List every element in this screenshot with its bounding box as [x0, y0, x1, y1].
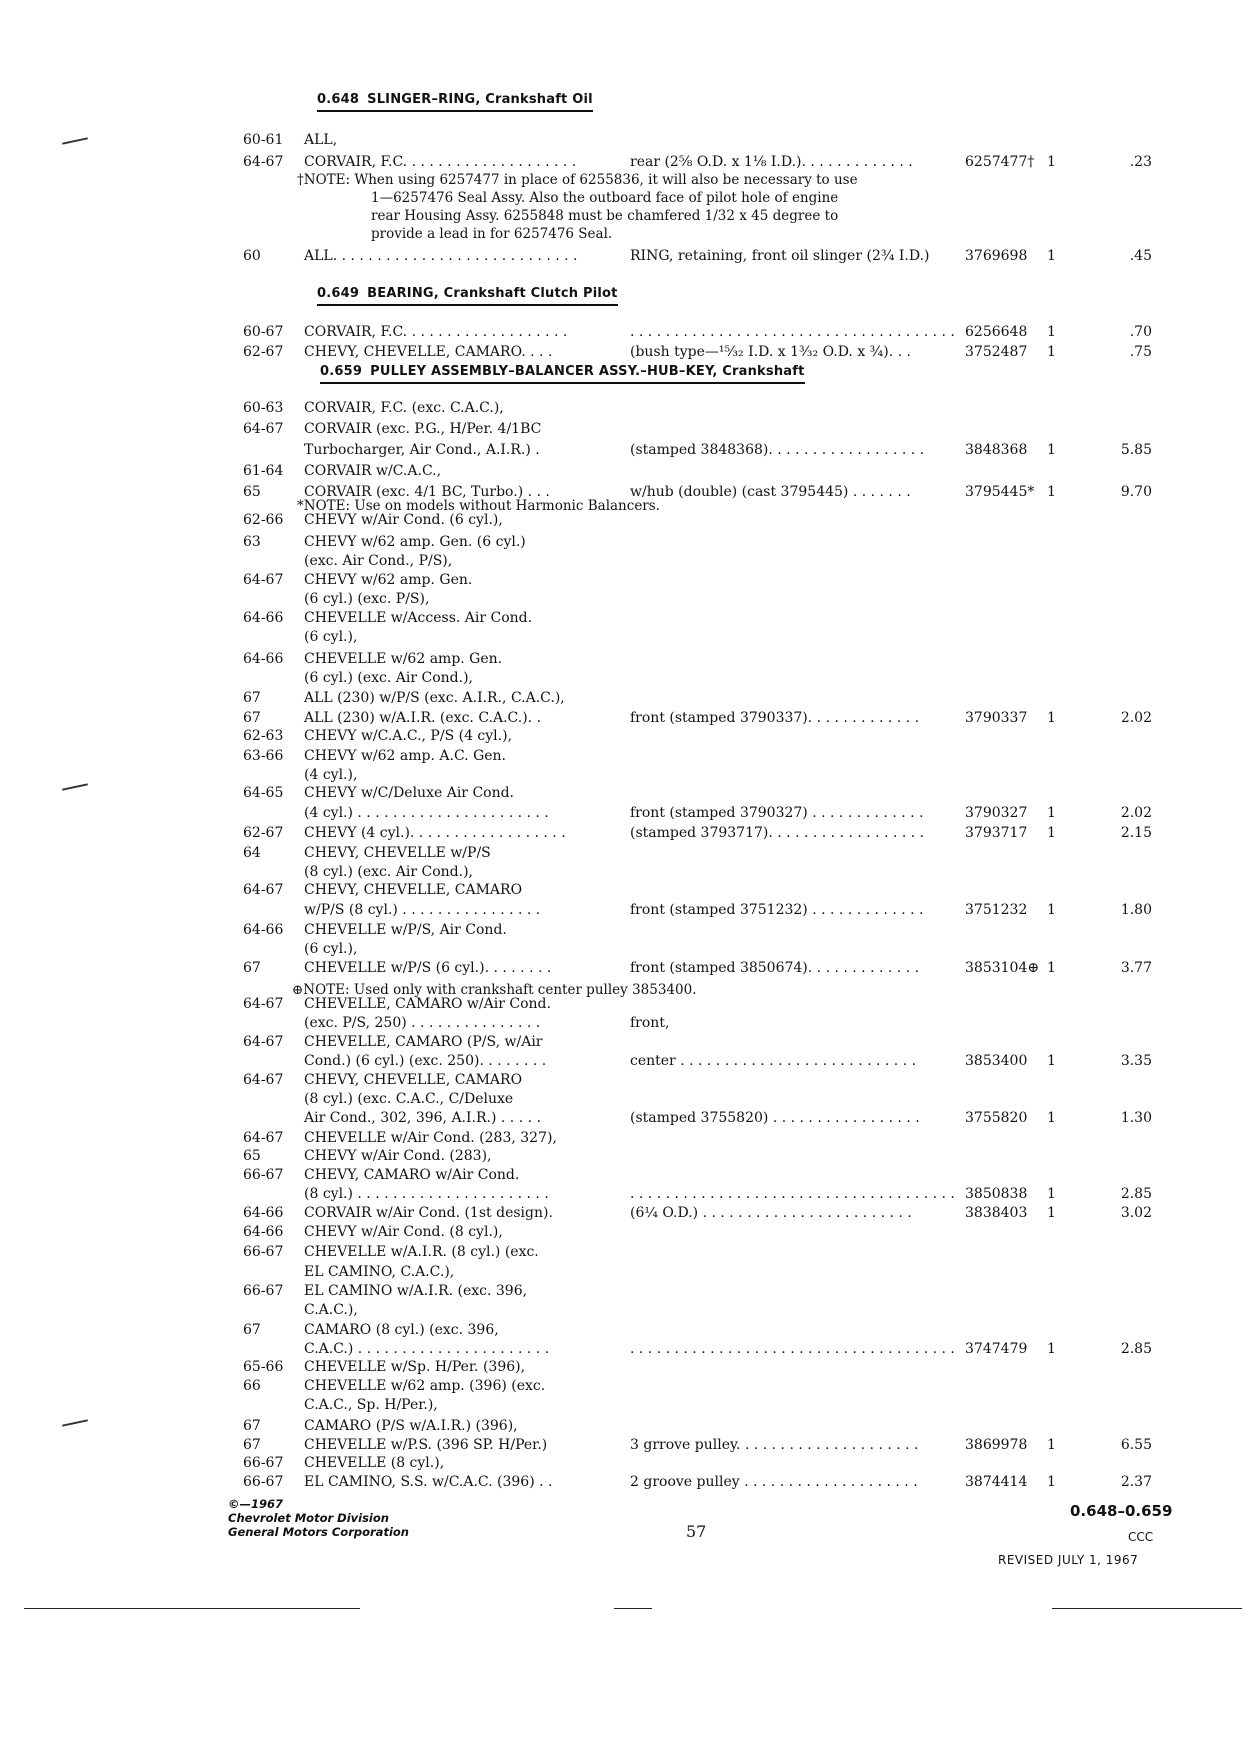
parts-row: [0, 668, 1248, 688]
part-number: 3747479: [965, 1341, 1028, 1357]
parts-row: [0, 880, 1248, 900]
application: CHEVY, CHEVELLE, CAMARO: [304, 1072, 523, 1088]
application: CHEVY w/Air Cond. (6 cyl.),: [304, 512, 503, 528]
application: CHEVELLE w/P/S (6 cyl.). . . . . . . .: [304, 960, 552, 976]
application: CHEVY w/62 amp. Gen.: [304, 572, 473, 588]
parts-row: [0, 1070, 1248, 1090]
part-description: rear (2⅝ O.D. x 1⅛ I.D.). . . . . . . . . . . . .: [630, 154, 913, 170]
parts-row: [0, 1262, 1248, 1282]
parts-row: [0, 783, 1248, 803]
part-number: 3790337: [965, 710, 1028, 726]
part-number: 3752487: [965, 344, 1028, 360]
part-number: 3755820: [965, 1110, 1028, 1126]
model-years: 64-67: [243, 1130, 284, 1146]
parts-row: [0, 1128, 1248, 1148]
part-description: w/hub (double) (cast 3795445) . . . . . . .: [630, 484, 911, 500]
parts-row: [0, 1242, 1248, 1262]
part-description: front,: [630, 1015, 670, 1031]
application: EL CAMINO, C.A.C.),: [304, 1264, 455, 1280]
application: CHEVY w/Air Cond. (283),: [304, 1148, 492, 1164]
model-years: 64-67: [243, 996, 284, 1012]
note-line: *NOTE: Use on models without Harmonic Balancers.: [297, 498, 660, 514]
section-number: 0.648: [317, 92, 360, 107]
bottom-rule: [614, 1608, 652, 1609]
parts-row: [0, 939, 1248, 959]
parts-row: [0, 958, 1248, 978]
division: Chevrolet Motor Division: [228, 1511, 389, 1525]
catalog-code: CCC: [1128, 1530, 1154, 1544]
note-dagger: [297, 171, 858, 243]
parts-row: [0, 1357, 1248, 1377]
list-price: .45: [1129, 248, 1152, 264]
model-years: 66: [243, 1378, 261, 1394]
application: CHEVELLE w/62 amp. Gen.: [304, 651, 503, 667]
application: CHEVY, CHEVELLE, CAMARO: [304, 882, 523, 898]
model-years: 66-67: [243, 1455, 284, 1471]
quantity: 1: [1047, 1437, 1056, 1453]
section-title: SLINGER–RING, Crankshaft Oil: [367, 92, 593, 107]
parts-row: [0, 649, 1248, 669]
parts-row: [0, 130, 1248, 150]
parts-row: [0, 1395, 1248, 1415]
note-line: †NOTE: When using 6257477 in place of 6255836, it will also be necessary to use: [297, 172, 858, 188]
parts-row: [0, 1165, 1248, 1185]
model-years: 60-61: [243, 132, 284, 148]
model-years: 67: [243, 710, 261, 726]
parts-row: [0, 1376, 1248, 1396]
model-years: 64-66: [243, 1205, 284, 1221]
application: CHEVELLE, CAMARO w/Air Cond.: [304, 996, 551, 1012]
section-range: 0.648–0.659: [1070, 1502, 1173, 1520]
parts-row: [0, 1051, 1248, 1071]
part-description: . . . . . . . . . . . . . . . . . . . . . . . . . . . . . . . . . . . . .: [630, 1186, 955, 1202]
section-header-0648: [317, 92, 593, 112]
quantity: 1: [1047, 1186, 1056, 1202]
parts-row: [0, 1416, 1248, 1436]
application: CHEVELLE w/Sp. H/Per. (396),: [304, 1359, 526, 1375]
application: CAMARO (P/S w/A.I.R.) (396),: [304, 1418, 518, 1434]
parts-row: [0, 1222, 1248, 1242]
model-years: 64-66: [243, 610, 284, 626]
model-years: 60-67: [243, 324, 284, 340]
page-number: 57: [686, 1522, 707, 1541]
model-years: 60: [243, 248, 261, 264]
application: (exc. P/S, 250) . . . . . . . . . . . . . . .: [304, 1015, 541, 1031]
quantity: 1: [1047, 344, 1056, 360]
parts-row: [0, 482, 1248, 502]
parts-row: [0, 551, 1248, 571]
application: (4 cyl.),: [304, 767, 358, 783]
part-description: (stamped 3755820) . . . . . . . . . . . . . . . . .: [630, 1110, 920, 1126]
parts-row: [0, 1472, 1248, 1492]
list-price: 3.35: [1120, 1053, 1152, 1069]
parts-row: [0, 322, 1248, 342]
application: C.A.C.) . . . . . . . . . . . . . . . . . . . . . .: [304, 1341, 550, 1357]
application: (6 cyl.),: [304, 629, 358, 645]
part-number: 3853400: [965, 1053, 1028, 1069]
part-number: 3769698: [965, 248, 1028, 264]
model-years: 63: [243, 534, 261, 550]
parts-row: [0, 440, 1248, 460]
model-years: 64-66: [243, 651, 284, 667]
part-description: front (stamped 3751232) . . . . . . . . . . . . .: [630, 902, 924, 918]
model-years: 64-67: [243, 572, 284, 588]
model-years: 66-67: [243, 1244, 284, 1260]
application: Air Cond., 302, 396, A.I.R.) . . . . .: [304, 1110, 541, 1126]
application: CHEVELLE w/P.S. (396 SP. H/Per.): [304, 1437, 548, 1453]
section-number: 0.659: [320, 364, 363, 379]
part-description: (6¼ O.D.) . . . . . . . . . . . . . . . . . . . . . . . .: [630, 1205, 912, 1221]
application: CHEVY w/C/Deluxe Air Cond.: [304, 785, 515, 801]
parts-row: [0, 246, 1248, 266]
model-years: 66-67: [243, 1167, 284, 1183]
application: CAMARO (8 cyl.) (exc. 396,: [304, 1322, 499, 1338]
application: CHEVELLE (8 cyl.),: [304, 1455, 445, 1471]
part-description: (bush type—¹⁵⁄₃₂ I.D. x 1³⁄₃₂ O.D. x ¾). . .: [630, 344, 911, 360]
model-years: 64-66: [243, 1224, 284, 1240]
bottom-rule: [1052, 1608, 1242, 1609]
model-years: 63-66: [243, 748, 284, 764]
model-years: 67: [243, 690, 261, 706]
quantity: 1: [1047, 1341, 1056, 1357]
part-description: center . . . . . . . . . . . . . . . . . . . . . . . . . . .: [630, 1053, 917, 1069]
model-years: 67: [243, 1322, 261, 1338]
application: (6 cyl.) (exc. P/S),: [304, 591, 430, 607]
application: CHEVY w/62 amp. Gen. (6 cyl.): [304, 534, 526, 550]
application: CORVAIR, F.C. . . . . . . . . . . . . . . . . . . .: [304, 154, 577, 170]
quantity: 1: [1047, 1205, 1056, 1221]
list-price: 3.77: [1120, 960, 1152, 976]
application: C.A.C., Sp. H/Per.),: [304, 1397, 438, 1413]
part-number: 3793717: [965, 825, 1028, 841]
quantity: 1: [1047, 902, 1056, 918]
part-number: 3795445*: [965, 484, 1035, 500]
copyright: ©—1967: [228, 1497, 284, 1511]
parts-row: [0, 570, 1248, 590]
quantity: 1: [1047, 710, 1056, 726]
part-description: 2 groove pulley . . . . . . . . . . . . . . . . . . . .: [630, 1474, 918, 1490]
note-line: provide a lead in for 6257476 Seal.: [371, 226, 613, 242]
application: CHEVY, CHEVELLE, CAMARO. . . .: [304, 344, 553, 360]
application: w/P/S (8 cyl.) . . . . . . . . . . . . . . . .: [304, 902, 541, 918]
model-years: 64-67: [243, 421, 284, 437]
list-price: 3.02: [1120, 1205, 1152, 1221]
parts-row: [0, 1089, 1248, 1109]
application: (exc. Air Cond., P/S),: [304, 553, 453, 569]
model-years: 67: [243, 1418, 261, 1434]
model-years: 64-66: [243, 922, 284, 938]
parts-row: [0, 589, 1248, 609]
parts-row: [0, 708, 1248, 728]
application: (6 cyl.),: [304, 941, 358, 957]
application: CORVAIR w/Air Cond. (1st design).: [304, 1205, 553, 1221]
list-price: 2.37: [1120, 1474, 1152, 1490]
list-price: 2.15: [1120, 825, 1152, 841]
quantity: 1: [1047, 805, 1056, 821]
parts-row: [0, 1108, 1248, 1128]
quantity: 1: [1047, 960, 1056, 976]
parts-row: [0, 1453, 1248, 1473]
list-price: 1.30: [1120, 1110, 1152, 1126]
parts-row: [0, 726, 1248, 746]
application: CORVAIR, F.C. . . . . . . . . . . . . . . . . . .: [304, 324, 568, 340]
model-years: 62-66: [243, 512, 284, 528]
model-years: 65-66: [243, 1359, 284, 1375]
quantity: 1: [1047, 1474, 1056, 1490]
application: CHEVELLE w/A.I.R. (8 cyl.) (exc.: [304, 1244, 539, 1260]
parts-row: [0, 461, 1248, 481]
application: Turbocharger, Air Cond., A.I.R.) .: [304, 442, 540, 458]
quantity: 1: [1047, 484, 1056, 500]
list-price: .23: [1129, 154, 1152, 170]
model-years: 62-67: [243, 825, 284, 841]
parts-row: [0, 152, 1248, 172]
application: CORVAIR w/C.A.C.,: [304, 463, 442, 479]
application: CORVAIR, F.C. (exc. C.A.C.),: [304, 400, 504, 416]
part-number: 3869978: [965, 1437, 1028, 1453]
model-years: 64-67: [243, 1072, 284, 1088]
parts-row: [0, 1032, 1248, 1052]
application: ALL (230) w/A.I.R. (exc. C.A.C.). .: [304, 710, 542, 726]
part-description: front (stamped 3790327) . . . . . . . . . . . . .: [630, 805, 924, 821]
quantity: 1: [1047, 324, 1056, 340]
model-years: 64-67: [243, 154, 284, 170]
application: (4 cyl.) . . . . . . . . . . . . . . . . . . . . . .: [304, 805, 549, 821]
application: (8 cyl.) (exc. C.A.C., C/Deluxe: [304, 1091, 514, 1107]
part-number: 3874414: [965, 1474, 1028, 1490]
parts-row: [0, 765, 1248, 785]
model-years: 66-67: [243, 1474, 284, 1490]
parts-row: [0, 608, 1248, 628]
section-number: 0.649: [317, 286, 360, 301]
application: ALL (230) w/P/S (exc. A.I.R., C.A.C.),: [304, 690, 565, 706]
model-years: 65: [243, 484, 261, 500]
application: C.A.C.),: [304, 1302, 358, 1318]
footer-publisher: [228, 1497, 409, 1539]
part-description: . . . . . . . . . . . . . . . . . . . . . . . . . . . . . . . . . . . . .: [630, 324, 955, 340]
application: CHEVY w/Air Cond. (8 cyl.),: [304, 1224, 503, 1240]
list-price: 5.85: [1120, 442, 1152, 458]
part-number: 6257477†: [965, 154, 1035, 170]
part-number: 3790327: [965, 805, 1028, 821]
parts-row: [0, 688, 1248, 708]
quantity: 1: [1047, 248, 1056, 264]
application: EL CAMINO, S.S. w/C.A.C. (396) . .: [304, 1474, 553, 1490]
application: CHEVY, CAMARO w/Air Cond.: [304, 1167, 520, 1183]
part-number: 3850838: [965, 1186, 1028, 1202]
list-price: .75: [1129, 344, 1152, 360]
application: CHEVY w/C.A.C., P/S (4 cyl.),: [304, 728, 513, 744]
application: CORVAIR (exc. P.G., H/Per. 4/1BC: [304, 421, 542, 437]
parts-row: [0, 900, 1248, 920]
section-title: BEARING, Crankshaft Clutch Pilot: [367, 286, 618, 301]
application: CHEVELLE, CAMARO (P/S, w/Air: [304, 1034, 543, 1050]
part-number: 3838403: [965, 1205, 1028, 1221]
application: CHEVY (4 cyl.). . . . . . . . . . . . . . . . . .: [304, 825, 566, 841]
application: Cond.) (6 cyl.) (exc. 250). . . . . . . .: [304, 1053, 547, 1069]
application: CHEVELLE w/Air Cond. (283, 327),: [304, 1130, 557, 1146]
application: EL CAMINO w/A.I.R. (exc. 396,: [304, 1283, 528, 1299]
corporation: General Motors Corporation: [228, 1525, 409, 1539]
section-title: PULLEY ASSEMBLY–BALANCER ASSY.–HUB–KEY, Crankshaft: [370, 364, 805, 379]
parts-row: [0, 419, 1248, 439]
part-number: 6256648: [965, 324, 1028, 340]
part-description: (stamped 3793717). . . . . . . . . . . . . . . . . .: [630, 825, 925, 841]
application: CHEVY, CHEVELLE w/P/S: [304, 845, 491, 861]
part-description: front (stamped 3850674). . . . . . . . . . . . .: [630, 960, 920, 976]
application: CHEVELLE w/62 amp. (396) (exc.: [304, 1378, 546, 1394]
part-description: 3 grrove pulley. . . . . . . . . . . . . . . . . . . . .: [630, 1437, 919, 1453]
note-line: ⊕NOTE: Used only with crankshaft center pulley 3853400.: [292, 982, 697, 998]
parts-row: [0, 843, 1248, 863]
parts-row: [0, 862, 1248, 882]
revision-date: REVISED JULY 1, 1967: [998, 1553, 1139, 1567]
part-description: . . . . . . . . . . . . . . . . . . . . . . . . . . . . . . . . . . . . .: [630, 1341, 955, 1357]
list-price: 9.70: [1120, 484, 1152, 500]
list-price: 2.85: [1120, 1186, 1152, 1202]
parts-row: [0, 1320, 1248, 1340]
list-price: 2.02: [1120, 805, 1152, 821]
application: CHEVELLE w/Access. Air Cond.: [304, 610, 533, 626]
list-price: 1.80: [1120, 902, 1152, 918]
parts-row: [0, 510, 1248, 530]
quantity: 1: [1047, 825, 1056, 841]
application: CORVAIR (exc. 4/1 BC, Turbo.) . . .: [304, 484, 550, 500]
model-years: 64-67: [243, 1034, 284, 1050]
parts-row: [0, 1013, 1248, 1033]
application: CHEVY w/62 amp. A.C. Gen.: [304, 748, 507, 764]
application: (8 cyl.) . . . . . . . . . . . . . . . . . . . . . .: [304, 1186, 549, 1202]
part-description: front (stamped 3790337). . . . . . . . . . . . .: [630, 710, 920, 726]
part-number: 3848368: [965, 442, 1028, 458]
list-price: .70: [1129, 324, 1152, 340]
list-price: 6.55: [1120, 1437, 1152, 1453]
parts-row: [0, 994, 1248, 1014]
part-number: 3853104⊕: [965, 960, 1040, 976]
application: ALL. . . . . . . . . . . . . . . . . . . . . . . . . . . .: [304, 248, 578, 264]
model-years: 60-63: [243, 400, 284, 416]
parts-row: [0, 1339, 1248, 1359]
parts-row: [0, 532, 1248, 552]
model-years: 62-67: [243, 344, 284, 360]
parts-row: [0, 627, 1248, 647]
parts-row: [0, 1300, 1248, 1320]
note-line: 1—6257476 Seal Assy. Also the outboard face of pilot hole of engine: [371, 190, 839, 206]
parts-row: [0, 1146, 1248, 1166]
parts-row: [0, 1203, 1248, 1223]
quantity: 1: [1047, 1110, 1056, 1126]
application: CHEVELLE w/P/S, Air Cond.: [304, 922, 507, 938]
parts-row: [0, 746, 1248, 766]
part-description: RING, retaining, front oil slinger (2¾ I.D.): [630, 248, 930, 264]
model-years: 64-67: [243, 882, 284, 898]
parts-row: [0, 1281, 1248, 1301]
application: (8 cyl.) (exc. Air Cond.),: [304, 864, 474, 880]
model-years: 61-64: [243, 463, 284, 479]
model-years: 64-65: [243, 785, 284, 801]
section-header-0659: [320, 364, 805, 384]
application: ALL,: [304, 132, 338, 148]
parts-row: [0, 342, 1248, 362]
section-header-0649: [317, 286, 618, 306]
note-line: rear Housing Assy. 6255848 must be chamfered 1/32 x 45 degree to: [371, 208, 839, 224]
parts-row: [0, 803, 1248, 823]
parts-row: [0, 1435, 1248, 1455]
bottom-rule: [24, 1608, 360, 1609]
list-price: 2.85: [1120, 1341, 1152, 1357]
quantity: 1: [1047, 154, 1056, 170]
parts-row: [0, 398, 1248, 418]
model-years: 67: [243, 960, 261, 976]
parts-row: [0, 920, 1248, 940]
model-years: 66-67: [243, 1283, 284, 1299]
list-price: 2.02: [1120, 710, 1152, 726]
part-description: (stamped 3848368). . . . . . . . . . . . . . . . . .: [630, 442, 925, 458]
parts-row: [0, 823, 1248, 843]
model-years: 64: [243, 845, 261, 861]
quantity: 1: [1047, 1053, 1056, 1069]
model-years: 65: [243, 1148, 261, 1164]
quantity: 1: [1047, 442, 1056, 458]
model-years: 67: [243, 1437, 261, 1453]
parts-row: [0, 1184, 1248, 1204]
part-number: 3751232: [965, 902, 1028, 918]
model-years: 62-63: [243, 728, 284, 744]
application: (6 cyl.) (exc. Air Cond.),: [304, 670, 474, 686]
